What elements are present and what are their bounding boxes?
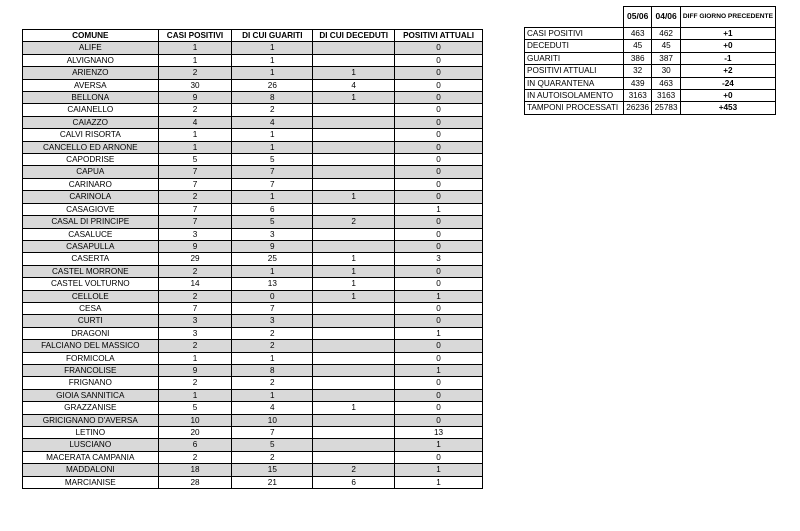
summary-current-cell: 26236 xyxy=(623,102,651,114)
guariti-cell: 7 xyxy=(232,302,313,314)
positivi-attuali-cell: 3 xyxy=(395,253,483,265)
summary-current-cell: 3163 xyxy=(623,90,651,102)
casi-positivi-cell: 1 xyxy=(158,389,232,401)
table-row xyxy=(23,54,483,66)
summary-label-cell: DECEDUTI xyxy=(525,40,624,52)
summary-diff-cell: +0 xyxy=(680,90,775,102)
guariti-cell: 0 xyxy=(232,290,313,302)
deceduti-cell: 1 xyxy=(313,92,395,104)
positivi-attuali-cell: 0 xyxy=(395,79,483,91)
deceduti-cell xyxy=(313,377,395,389)
deceduti-cell xyxy=(313,315,395,327)
summary-diff-cell: +0 xyxy=(680,40,775,52)
table-row xyxy=(23,278,483,290)
deceduti-cell: 4 xyxy=(313,79,395,91)
comune-cell: FRIGNANO xyxy=(23,377,159,389)
comune-cell: CALVI RISORTA xyxy=(23,129,159,141)
table-row xyxy=(23,253,483,265)
guariti-cell: 1 xyxy=(232,54,313,66)
comune-cell: CASAL DI PRINCIPE xyxy=(23,216,159,228)
deceduti-cell xyxy=(313,427,395,439)
guariti-cell: 25 xyxy=(232,253,313,265)
table-row xyxy=(23,166,483,178)
comune-cell: ALVIGNANO xyxy=(23,54,159,66)
table-row xyxy=(23,203,483,215)
guariti-cell: 3 xyxy=(232,315,313,327)
casi-positivi-cell: 6 xyxy=(158,439,232,451)
header-positivi-attuali: POSITIVI ATTUALI xyxy=(395,30,483,42)
summary-header-diff: DIFF GIORNO PRECEDENTE xyxy=(680,7,775,28)
casi-positivi-cell: 9 xyxy=(158,240,232,252)
positivi-attuali-cell: 1 xyxy=(395,203,483,215)
casi-positivi-cell: 3 xyxy=(158,228,232,240)
casi-positivi-cell: 1 xyxy=(158,42,232,54)
header-deceduti: DI CUI DECEDUTI xyxy=(313,30,395,42)
comune-cell: CARINOLA xyxy=(23,191,159,203)
comune-cell: LUSCIANO xyxy=(23,439,159,451)
table-row xyxy=(23,67,483,79)
summary-previous-cell: 25783 xyxy=(652,102,680,114)
deceduti-cell xyxy=(313,240,395,252)
summary-label-cell: IN AUTOISOLAMENTO xyxy=(525,90,624,102)
table-row xyxy=(23,191,483,203)
table-row xyxy=(23,141,483,153)
comune-cell: CARINARO xyxy=(23,178,159,190)
guariti-cell: 10 xyxy=(232,414,313,426)
table-row xyxy=(23,340,483,352)
comune-cell: CURTI xyxy=(23,315,159,327)
deceduti-cell xyxy=(313,54,395,66)
guariti-cell: 1 xyxy=(232,42,313,54)
positivi-attuali-cell: 0 xyxy=(395,154,483,166)
table-row xyxy=(23,129,483,141)
guariti-cell: 5 xyxy=(232,216,313,228)
summary-label-cell: IN QUARANTENA xyxy=(525,77,624,89)
comune-cell: ARIENZO xyxy=(23,67,159,79)
casi-positivi-cell: 7 xyxy=(158,302,232,314)
comune-cell: CAPUA xyxy=(23,166,159,178)
comune-cell: CASERTA xyxy=(23,253,159,265)
positivi-attuali-cell: 0 xyxy=(395,377,483,389)
deceduti-cell xyxy=(313,389,395,401)
table-row xyxy=(23,327,483,339)
guariti-cell: 1 xyxy=(232,389,313,401)
summary-previous-cell: 387 xyxy=(652,52,680,64)
comuni-table xyxy=(22,29,483,489)
summary-row xyxy=(525,40,776,52)
casi-positivi-cell: 18 xyxy=(158,464,232,476)
casi-positivi-cell: 5 xyxy=(158,154,232,166)
deceduti-cell xyxy=(313,451,395,463)
comune-cell: BELLONA xyxy=(23,92,159,104)
casi-positivi-cell: 9 xyxy=(158,364,232,376)
positivi-attuali-cell: 0 xyxy=(395,116,483,128)
comune-cell: FRANCOLISE xyxy=(23,364,159,376)
casi-positivi-cell: 7 xyxy=(158,178,232,190)
guariti-cell: 8 xyxy=(232,92,313,104)
deceduti-cell xyxy=(313,166,395,178)
comune-cell: CAIANELLO xyxy=(23,104,159,116)
positivi-attuali-cell: 0 xyxy=(395,402,483,414)
positivi-attuali-cell: 0 xyxy=(395,54,483,66)
positivi-attuali-cell: 0 xyxy=(395,178,483,190)
casi-positivi-cell: 2 xyxy=(158,265,232,277)
summary-diff-cell: -1 xyxy=(680,52,775,64)
positivi-attuali-cell: 0 xyxy=(395,414,483,426)
casi-positivi-cell: 7 xyxy=(158,166,232,178)
positivi-attuali-cell: 0 xyxy=(395,92,483,104)
casi-positivi-cell: 2 xyxy=(158,377,232,389)
deceduti-cell: 6 xyxy=(313,476,395,488)
positivi-attuali-cell: 0 xyxy=(395,191,483,203)
comune-cell: CAIAZZO xyxy=(23,116,159,128)
table-row xyxy=(23,216,483,228)
casi-positivi-cell: 10 xyxy=(158,414,232,426)
deceduti-cell: 2 xyxy=(313,464,395,476)
guariti-cell: 21 xyxy=(232,476,313,488)
deceduti-cell: 2 xyxy=(313,216,395,228)
positivi-attuali-cell: 1 xyxy=(395,327,483,339)
summary-label-cell: TAMPONI PROCESSATI xyxy=(525,102,624,114)
summary-row xyxy=(525,90,776,102)
table-row xyxy=(23,154,483,166)
positivi-attuali-cell: 0 xyxy=(395,340,483,352)
header-comune: COMUNE xyxy=(23,30,159,42)
summary-row xyxy=(525,28,776,40)
comune-cell: CELLOLE xyxy=(23,290,159,302)
table-row xyxy=(23,402,483,414)
deceduti-cell: 1 xyxy=(313,278,395,290)
guariti-cell: 5 xyxy=(232,154,313,166)
deceduti-cell xyxy=(313,141,395,153)
positivi-attuali-cell: 13 xyxy=(395,427,483,439)
summary-previous-cell: 462 xyxy=(652,28,680,40)
deceduti-cell xyxy=(313,178,395,190)
casi-positivi-cell: 1 xyxy=(158,352,232,364)
comune-cell: GIOIA SANNITICA xyxy=(23,389,159,401)
guariti-cell: 2 xyxy=(232,377,313,389)
summary-previous-cell: 30 xyxy=(652,65,680,77)
summary-header-date-current: 05/06 xyxy=(623,7,651,28)
summary-current-cell: 32 xyxy=(623,65,651,77)
deceduti-cell xyxy=(313,228,395,240)
table-row xyxy=(23,104,483,116)
deceduti-cell xyxy=(313,104,395,116)
positivi-attuali-cell: 1 xyxy=(395,476,483,488)
deceduti-cell: 1 xyxy=(313,402,395,414)
table-row xyxy=(23,476,483,488)
casi-positivi-cell: 20 xyxy=(158,427,232,439)
guariti-cell: 1 xyxy=(232,129,313,141)
deceduti-cell xyxy=(313,129,395,141)
summary-previous-cell: 3163 xyxy=(652,90,680,102)
summary-row xyxy=(525,102,776,114)
guariti-cell: 2 xyxy=(232,104,313,116)
casi-positivi-cell: 5 xyxy=(158,402,232,414)
guariti-cell: 13 xyxy=(232,278,313,290)
comune-cell: ALIFE xyxy=(23,42,159,54)
comune-cell: CAPODRISE xyxy=(23,154,159,166)
casi-positivi-cell: 1 xyxy=(158,129,232,141)
header-casi-positivi: CASI POSITIVI xyxy=(158,30,232,42)
guariti-cell: 4 xyxy=(232,402,313,414)
casi-positivi-cell: 29 xyxy=(158,253,232,265)
comune-cell: GRAZZANISE xyxy=(23,402,159,414)
positivi-attuali-cell: 0 xyxy=(395,302,483,314)
guariti-cell: 5 xyxy=(232,439,313,451)
comune-cell: FORMICOLA xyxy=(23,352,159,364)
positivi-attuali-cell: 1 xyxy=(395,439,483,451)
deceduti-cell xyxy=(313,414,395,426)
summary-row xyxy=(525,52,776,64)
positivi-attuali-cell: 0 xyxy=(395,265,483,277)
summary-table xyxy=(524,6,776,115)
summary-header-row xyxy=(525,7,776,28)
casi-positivi-cell: 1 xyxy=(158,141,232,153)
table-row xyxy=(23,315,483,327)
table-row xyxy=(23,302,483,314)
deceduti-cell xyxy=(313,302,395,314)
guariti-cell: 1 xyxy=(232,67,313,79)
summary-label-cell: CASI POSITIVI xyxy=(525,28,624,40)
positivi-attuali-cell: 0 xyxy=(395,315,483,327)
summary-previous-cell: 463 xyxy=(652,77,680,89)
summary-diff-cell: +1 xyxy=(680,28,775,40)
comune-cell: LETINO xyxy=(23,427,159,439)
positivi-attuali-cell: 0 xyxy=(395,278,483,290)
comune-cell: CASAGIOVE xyxy=(23,203,159,215)
deceduti-cell xyxy=(313,352,395,364)
summary-diff-cell: +2 xyxy=(680,65,775,77)
positivi-attuali-cell: 0 xyxy=(395,42,483,54)
summary-diff-cell: +453 xyxy=(680,102,775,114)
positivi-attuali-cell: 0 xyxy=(395,352,483,364)
guariti-cell: 7 xyxy=(232,427,313,439)
casi-positivi-cell: 2 xyxy=(158,104,232,116)
table-row xyxy=(23,265,483,277)
comune-cell: CASAPULLA xyxy=(23,240,159,252)
guariti-cell: 2 xyxy=(232,327,313,339)
table-row xyxy=(23,352,483,364)
casi-positivi-cell: 28 xyxy=(158,476,232,488)
positivi-attuali-cell: 0 xyxy=(395,141,483,153)
guariti-cell: 15 xyxy=(232,464,313,476)
casi-positivi-cell: 9 xyxy=(158,92,232,104)
deceduti-cell: 1 xyxy=(313,290,395,302)
casi-positivi-cell: 7 xyxy=(158,203,232,215)
guariti-cell: 2 xyxy=(232,451,313,463)
table-row xyxy=(23,240,483,252)
comune-cell: CASTEL MORRONE xyxy=(23,265,159,277)
positivi-attuali-cell: 0 xyxy=(395,228,483,240)
comune-cell: CANCELLO ED ARNONE xyxy=(23,141,159,153)
positivi-attuali-cell: 1 xyxy=(395,464,483,476)
table-row xyxy=(23,116,483,128)
comune-cell: GRICIGNANO D'AVERSA xyxy=(23,414,159,426)
summary-row xyxy=(525,77,776,89)
guariti-cell: 26 xyxy=(232,79,313,91)
casi-positivi-cell: 2 xyxy=(158,451,232,463)
table-row xyxy=(23,464,483,476)
table-row xyxy=(23,451,483,463)
positivi-attuali-cell: 0 xyxy=(395,240,483,252)
casi-positivi-cell: 14 xyxy=(158,278,232,290)
header-guariti: DI CUI GUARITI xyxy=(232,30,313,42)
table-row xyxy=(23,92,483,104)
casi-positivi-cell: 2 xyxy=(158,67,232,79)
comune-cell: CASTEL VOLTURNO xyxy=(23,278,159,290)
deceduti-cell xyxy=(313,203,395,215)
positivi-attuali-cell: 1 xyxy=(395,290,483,302)
comune-cell: MADDALONI xyxy=(23,464,159,476)
table-row xyxy=(23,414,483,426)
casi-positivi-cell: 3 xyxy=(158,327,232,339)
positivi-attuali-cell: 0 xyxy=(395,129,483,141)
table-row xyxy=(23,228,483,240)
summary-label-cell: POSITIVI ATTUALI xyxy=(525,65,624,77)
guariti-cell: 4 xyxy=(232,116,313,128)
casi-positivi-cell: 2 xyxy=(158,191,232,203)
table-row xyxy=(23,439,483,451)
comune-cell: MACERATA CAMPANIA xyxy=(23,451,159,463)
comune-cell: CESA xyxy=(23,302,159,314)
guariti-cell: 3 xyxy=(232,228,313,240)
guariti-cell: 9 xyxy=(232,240,313,252)
summary-current-cell: 45 xyxy=(623,40,651,52)
positivi-attuali-cell: 0 xyxy=(395,166,483,178)
positivi-attuali-cell: 0 xyxy=(395,451,483,463)
summary-diff-cell: -24 xyxy=(680,77,775,89)
table-row xyxy=(23,79,483,91)
deceduti-cell: 1 xyxy=(313,191,395,203)
table-row xyxy=(23,178,483,190)
table-row xyxy=(23,290,483,302)
casi-positivi-cell: 7 xyxy=(158,216,232,228)
comuni-header-row xyxy=(23,30,483,42)
guariti-cell: 2 xyxy=(232,340,313,352)
table-row xyxy=(23,42,483,54)
summary-header-date-previous: 04/06 xyxy=(652,7,680,28)
summary-previous-cell: 45 xyxy=(652,40,680,52)
summary-label-cell: GUARITI xyxy=(525,52,624,64)
summary-header-blank xyxy=(525,7,624,28)
casi-positivi-cell: 1 xyxy=(158,54,232,66)
deceduti-cell xyxy=(313,439,395,451)
deceduti-cell xyxy=(313,327,395,339)
casi-positivi-cell: 30 xyxy=(158,79,232,91)
positivi-attuali-cell: 0 xyxy=(395,216,483,228)
deceduti-cell: 1 xyxy=(313,253,395,265)
deceduti-cell xyxy=(313,154,395,166)
guariti-cell: 7 xyxy=(232,166,313,178)
guariti-cell: 6 xyxy=(232,203,313,215)
guariti-cell: 1 xyxy=(232,265,313,277)
deceduti-cell xyxy=(313,340,395,352)
deceduti-cell: 1 xyxy=(313,67,395,79)
summary-row xyxy=(525,65,776,77)
guariti-cell: 1 xyxy=(232,191,313,203)
comune-cell: AVERSA xyxy=(23,79,159,91)
casi-positivi-cell: 2 xyxy=(158,340,232,352)
casi-positivi-cell: 3 xyxy=(158,315,232,327)
guariti-cell: 1 xyxy=(232,141,313,153)
casi-positivi-cell: 4 xyxy=(158,116,232,128)
deceduti-cell xyxy=(313,116,395,128)
deceduti-cell xyxy=(313,42,395,54)
guariti-cell: 8 xyxy=(232,364,313,376)
table-row xyxy=(23,364,483,376)
positivi-attuali-cell: 0 xyxy=(395,67,483,79)
summary-current-cell: 463 xyxy=(623,28,651,40)
guariti-cell: 1 xyxy=(232,352,313,364)
table-row xyxy=(23,377,483,389)
table-row xyxy=(23,389,483,401)
deceduti-cell: 1 xyxy=(313,265,395,277)
positivi-attuali-cell: 0 xyxy=(395,389,483,401)
table-row xyxy=(23,427,483,439)
comune-cell: DRAGONI xyxy=(23,327,159,339)
comune-cell: CASALUCE xyxy=(23,228,159,240)
summary-current-cell: 386 xyxy=(623,52,651,64)
comune-cell: FALCIANO DEL MASSICO xyxy=(23,340,159,352)
positivi-attuali-cell: 1 xyxy=(395,364,483,376)
guariti-cell: 7 xyxy=(232,178,313,190)
deceduti-cell xyxy=(313,364,395,376)
summary-current-cell: 439 xyxy=(623,77,651,89)
positivi-attuali-cell: 0 xyxy=(395,104,483,116)
comune-cell: MARCIANISE xyxy=(23,476,159,488)
casi-positivi-cell: 2 xyxy=(158,290,232,302)
